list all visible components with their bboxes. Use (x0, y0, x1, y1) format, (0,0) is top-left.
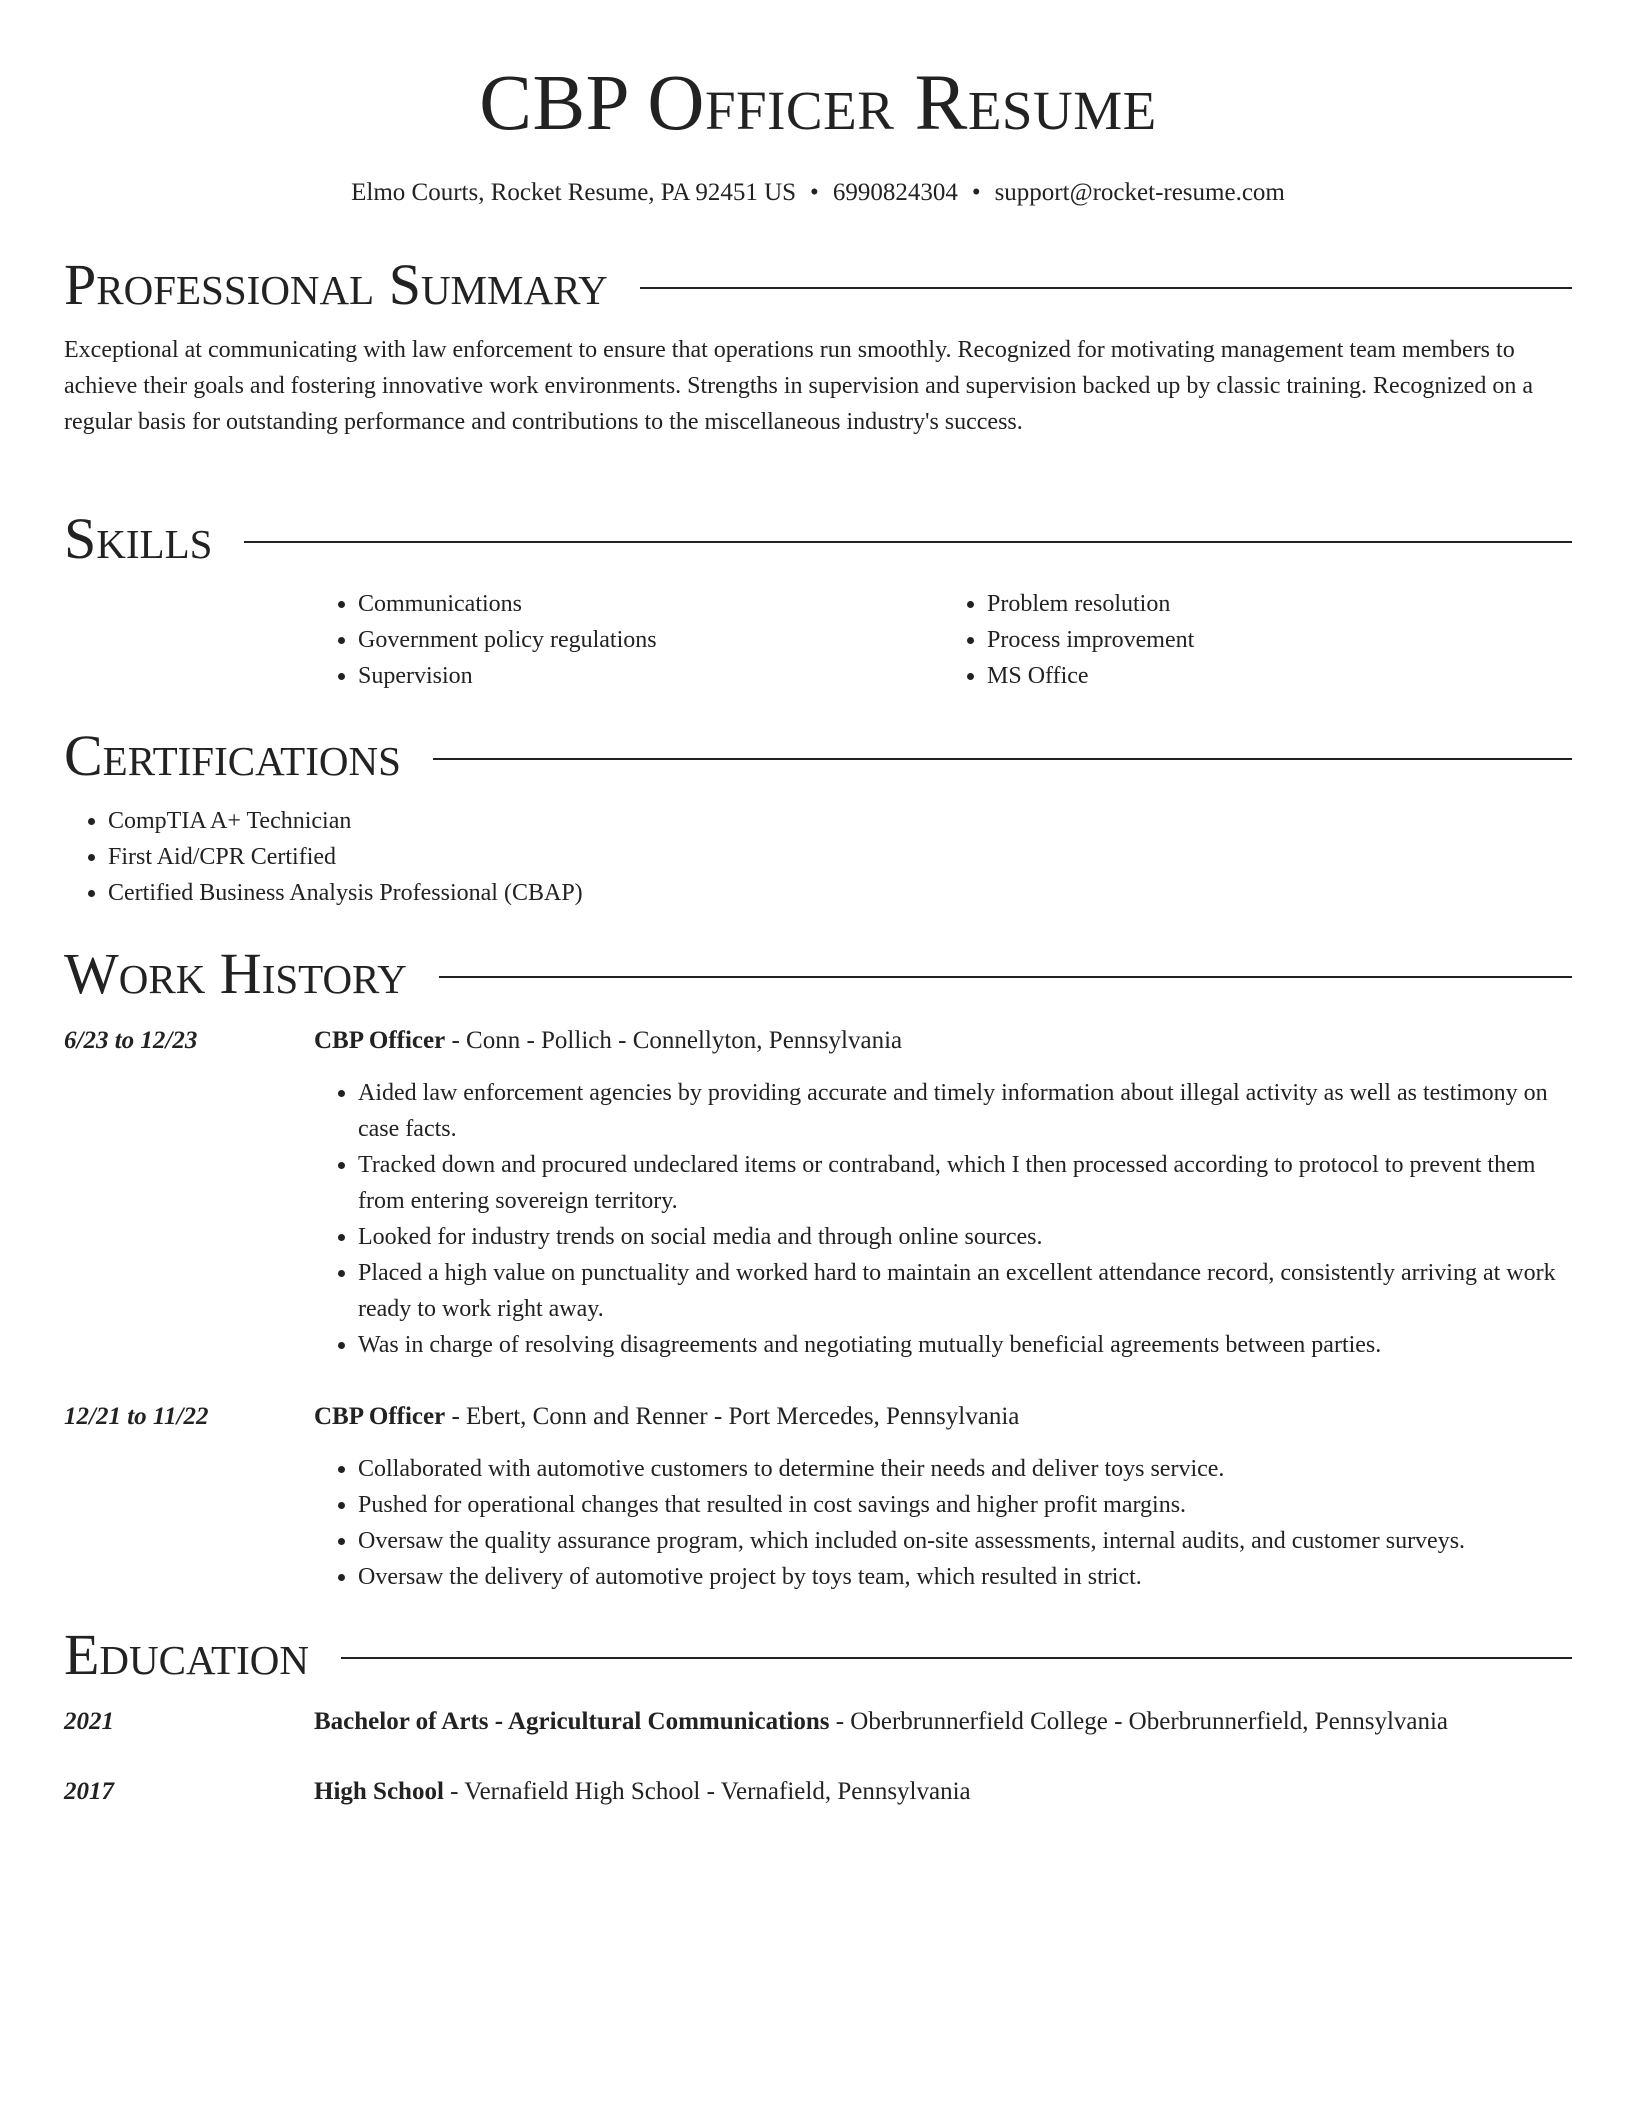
skill-item: • Process improvement (987, 622, 1572, 658)
certification-item: • Certified Business Analysis Professional (CBAP) (108, 875, 1572, 911)
section-divider (244, 541, 1572, 543)
section-divider (640, 287, 1572, 289)
skills-list-right (943, 586, 1572, 694)
certifications-list (64, 803, 1572, 911)
certification-item: • CompTIA A+ Technician (108, 803, 1572, 839)
skill-item: • Communications (358, 586, 943, 622)
skill-item: • Problem resolution (987, 586, 1572, 622)
job-dates: 12/21 to 11/22 (64, 1403, 209, 1430)
contact-email: support@rocket-resume.com (994, 179, 1285, 206)
job-duty: • Pushed for operational changes that resulted in cost savings and higher profit margins. (358, 1487, 1572, 1523)
education-year: 2021 (64, 1708, 114, 1735)
section-divider (439, 976, 1572, 978)
skills-header (64, 506, 1572, 572)
job-title: CBP Officer (314, 1027, 446, 1054)
education-school: - Vernafield High School - Vernafield, Pennsylvania (443, 1778, 971, 1805)
education-school: - Oberbrunnerfield College - Oberbrunnerfield, Pennsylvania (829, 1708, 1449, 1735)
section-divider (433, 758, 1572, 760)
education-heading: Education (64, 1622, 309, 1687)
job-duty: • Was in charge of resolving disagreements and negotiating mutually beneficial agreements between parties. (358, 1327, 1572, 1363)
job-entry (64, 1399, 1572, 1595)
job-employer: - Ebert, Conn and Renner - Port Mercedes, Pennsylvania (445, 1403, 1020, 1430)
education-detail (314, 1774, 1572, 1810)
job-body (314, 1023, 1572, 1363)
job-employer: - Conn - Pollich - Connellyton, Pennsylvania (445, 1027, 903, 1054)
summary-header (64, 252, 1572, 318)
contact-phone: 6990824304 (832, 179, 958, 206)
education-header (64, 1622, 1572, 1688)
job-duties (314, 1075, 1572, 1363)
job-entry (64, 1023, 1572, 1363)
job-title: CBP Officer (314, 1403, 446, 1430)
certifications-heading: Certifications (64, 723, 401, 788)
summary-section (64, 252, 1572, 440)
certification-item: • First Aid/CPR Certified (108, 839, 1572, 875)
page-title: CBP Officer Resume (479, 60, 1157, 147)
job-duty: • Looked for industry trends on social media and through online sources. (358, 1219, 1572, 1255)
certifications-section (64, 723, 1572, 911)
work-history-section (64, 941, 1572, 1595)
summary-text: Exceptional at communicating with law enforcement to ensure that operations run smoothly. Recognized for motivating management team members to achieve their goals and fostering innovative work environments. Strengths in supervision and supervision backed up by classic training. Recognized on a regular basis for outstanding performance and contributions to the miscellaneous industry's success. (64, 337, 1533, 435)
job-duty: • Oversaw the delivery of automotive project by toys team, which resulted in strict. (358, 1559, 1572, 1595)
job-dates: 6/23 to 12/23 (64, 1027, 198, 1054)
job-duty: • Placed a high value on punctuality and worked hard to maintain an excellent attendance record, consistently arriving at work ready to work right away. (358, 1255, 1572, 1327)
skills-list-left (314, 586, 943, 694)
resume-page (64, 0, 1572, 1805)
education-entry (64, 1774, 1572, 1810)
section-divider (341, 1657, 1572, 1659)
job-duty: • Oversaw the quality assurance program, which included on-site assessments, internal audits, and customer surveys. (358, 1523, 1572, 1559)
skill-item: • Government policy regulations (358, 622, 943, 658)
job-duty: • Aided law enforcement agencies by providing accurate and timely information about illegal activity as well as testimony on case facts. (358, 1075, 1572, 1147)
skills-heading: Skills (64, 506, 213, 571)
certifications-header (64, 723, 1572, 789)
contact-line (64, 178, 1572, 208)
contact-separator: • (810, 179, 819, 206)
education-degree: Bachelor of Arts - Agricultural Communications (314, 1708, 830, 1735)
job-heading (314, 1399, 1572, 1435)
job-duty: • Collaborated with automotive customers to determine their needs and deliver toys service. (358, 1451, 1572, 1487)
education-section (64, 1622, 1572, 1810)
skills-section (64, 506, 1572, 694)
contact-separator: • (971, 179, 981, 206)
education-detail (314, 1704, 1572, 1740)
job-body (314, 1399, 1572, 1595)
work-history-heading: Work History (64, 941, 407, 1006)
job-duty: • Tracked down and procured undeclared items or contraband, which I then processed according to protocol to prevent them from entering sovereign territory. (358, 1147, 1572, 1219)
skill-item: • MS Office (987, 658, 1572, 694)
education-degree: High School (314, 1778, 444, 1805)
skills-grid (314, 586, 1572, 694)
job-duties (314, 1451, 1572, 1595)
summary-heading: Professional Summary (64, 252, 608, 317)
job-heading (314, 1023, 1572, 1059)
skill-item: • Supervision (358, 658, 943, 694)
contact-address: Elmo Courts, Rocket Resume, PA 92451 US (351, 179, 797, 206)
education-year: 2017 (64, 1778, 114, 1805)
work-history-header (64, 941, 1572, 1007)
education-entry (64, 1704, 1572, 1740)
